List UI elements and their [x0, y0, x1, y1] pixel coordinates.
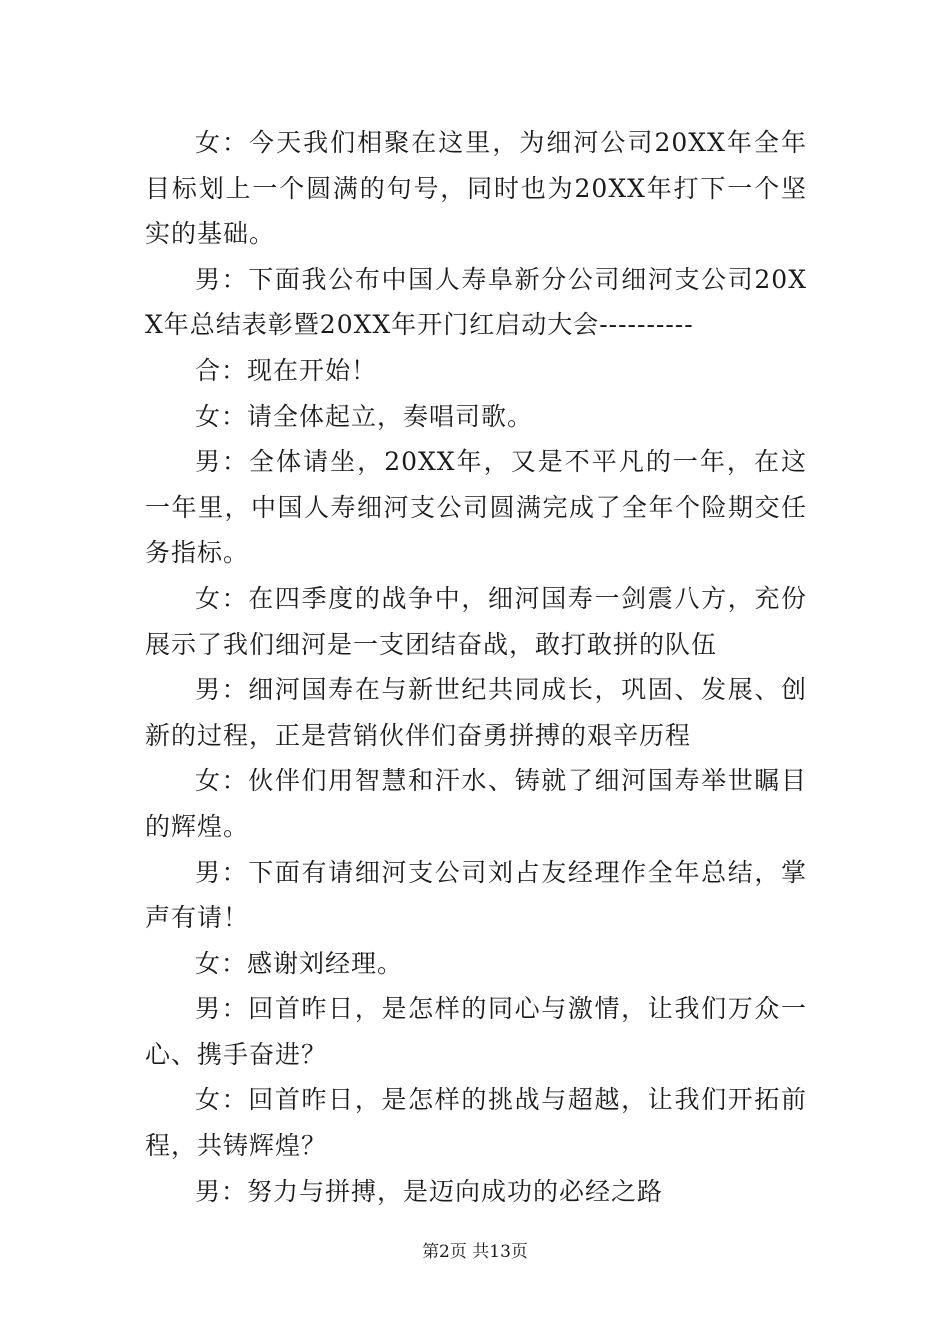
paragraph: 女：伙伴们用智慧和汗水、铸就了细河国寿举世瞩目的辉煌。 [145, 766, 807, 841]
paragraph: 男：下面有请细河支公司刘占友经理作全年总结，掌声有请！ [145, 857, 807, 933]
paragraph: 男：下面我公布中国人寿阜新分公司细河支公司20XX年总结表彰暨20XX年开门红启动大会---------- [145, 264, 807, 340]
paragraph: 女：感谢刘经理。 [195, 948, 404, 978]
page-footer: 第2页 共13页 [422, 1242, 528, 1262]
paragraph: 男：努力与拼搏，是迈向成功的必经之路 [195, 1176, 664, 1206]
paragraph: 女：今天我们相聚在这里，为细河公司20XX年全年目标划上一个圆满的句号，同时也为20XX年打下一个坚实的基础。 [145, 128, 807, 249]
paragraph: 合：现在开始！ [195, 355, 378, 385]
paragraph: 男：全体请坐，20XX年，又是不平凡的一年，在这一年里，中国人寿细河支公司圆满完成了全年个险期交任务指标。 [145, 447, 807, 568]
paragraph: 女：回首昨日，是怎样的挑战与超越，让我们开拓前程，共铸辉煌？ [145, 1085, 807, 1161]
paragraph: 男：回首昨日，是怎样的同心与激情，让我们万众一心、携手奋进？ [145, 994, 807, 1069]
paragraph: 男：细河国寿在与新世纪共同成长，巩固、发展、创新的过程，正是营销伙伴们奋勇拼搏的艰辛历程 [145, 675, 807, 750]
paragraph: 女：请全体起立，奏唱司歌。 [195, 401, 534, 431]
document-body [145, 120, 807, 1214]
paragraph: 女：在四季度的战争中，细河国寿一剑震八方，充份展示了我们细河是一支团结奋战，敢打敢拼的队伍 [145, 583, 807, 659]
